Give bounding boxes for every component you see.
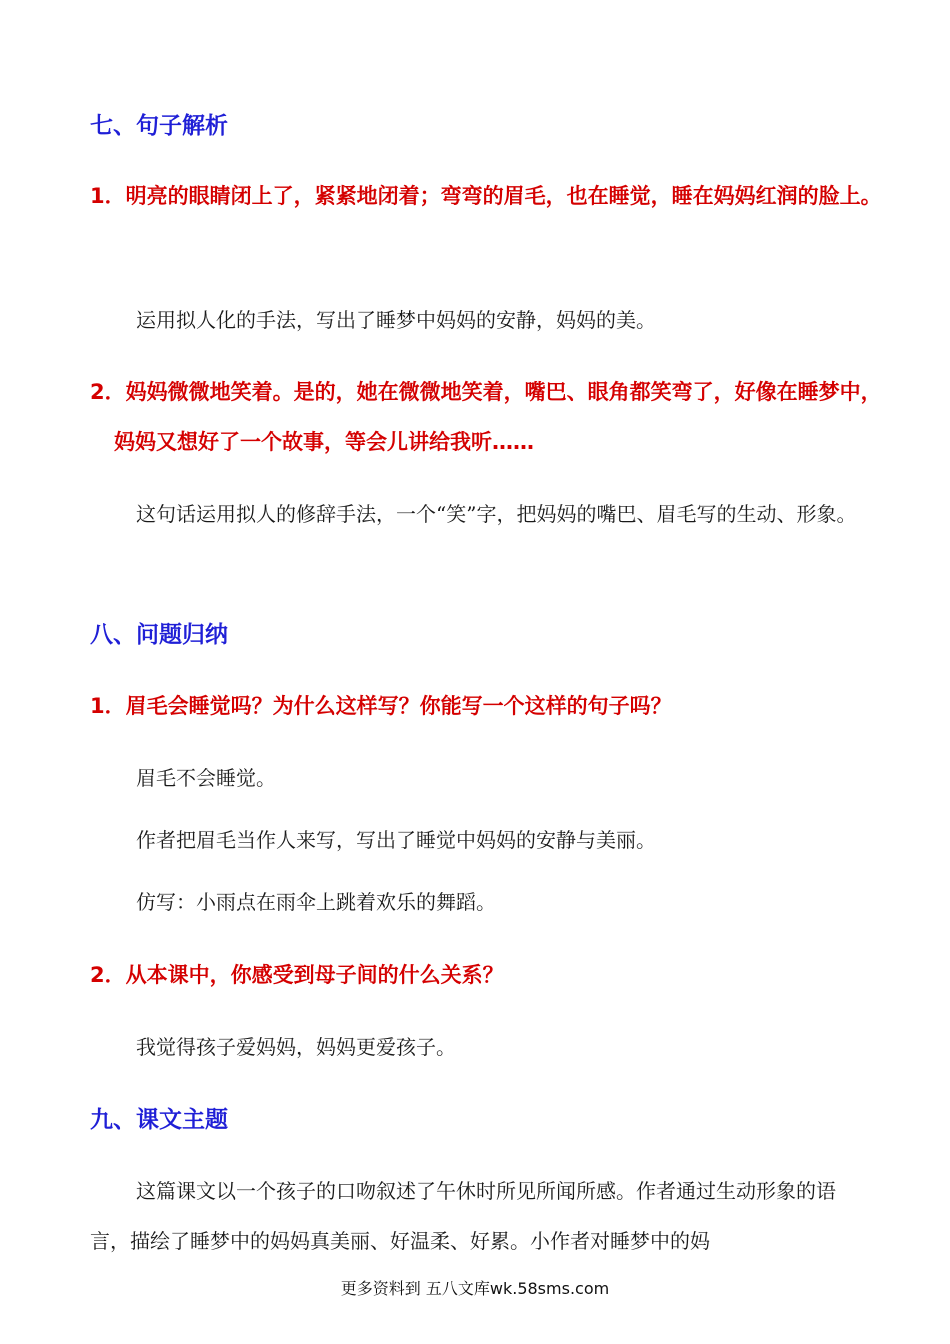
footer-source-link[interactable]: 更多资料到 五八文库wk.58sms.com bbox=[340, 1279, 610, 1298]
answer-1-line-3: 仿写：小雨点在雨伞上跳着欢乐的舞蹈。 bbox=[136, 890, 496, 914]
question-2-relationship: 2．从本课中，你感受到母子间的什么关系？ bbox=[90, 963, 504, 987]
section-heading-text-theme: 九、课文主题 bbox=[90, 1107, 228, 1133]
answer-1-line-1: 眉毛不会睡觉。 bbox=[136, 766, 276, 790]
answer-1-analysis: 运用拟人化的手法，写出了睡梦中妈妈的安静，妈妈的美。 bbox=[136, 308, 656, 332]
section-heading-sentence-analysis: 七、句子解析 bbox=[90, 113, 228, 139]
answer-2-relationship: 我觉得孩子爱妈妈，妈妈更爱孩子。 bbox=[136, 1035, 456, 1059]
question-1-eyebrows: 1．眉毛会睡觉吗？为什么这样写？你能写一个这样的句子吗？ bbox=[90, 694, 672, 718]
section-heading-question-summary: 八、问题归纳 bbox=[90, 622, 228, 648]
answer-2-analysis: 这句话运用拟人的修辞手法，一个“笑”字，把妈妈的嘴巴、眉毛写的生动、形象。 bbox=[136, 502, 857, 526]
theme-paragraph: 这篇课文以一个孩子的口吻叙述了午休时所见所闻所感。作者通过生动形象的语言，描绘了睡梦中的妈妈真美丽、好温柔、好累。小作者对睡梦中的妈 bbox=[90, 1179, 836, 1253]
question-1-sentence: 1．明亮的眼睛闭上了，紧紧地闭着；弯弯的眉毛，也在睡觉，睡在妈妈红润的脸上。 bbox=[90, 184, 882, 208]
answer-1-line-2: 作者把眉毛当作人来写，写出了睡觉中妈妈的安静与美丽。 bbox=[136, 828, 656, 852]
question-2-sentence: 2．妈妈微微地笑着。是的，她在微微地笑着，嘴巴、眼角都笑弯了，好像在睡梦中，妈妈又想好了一个故事，等会儿讲给我听…… bbox=[90, 380, 882, 454]
